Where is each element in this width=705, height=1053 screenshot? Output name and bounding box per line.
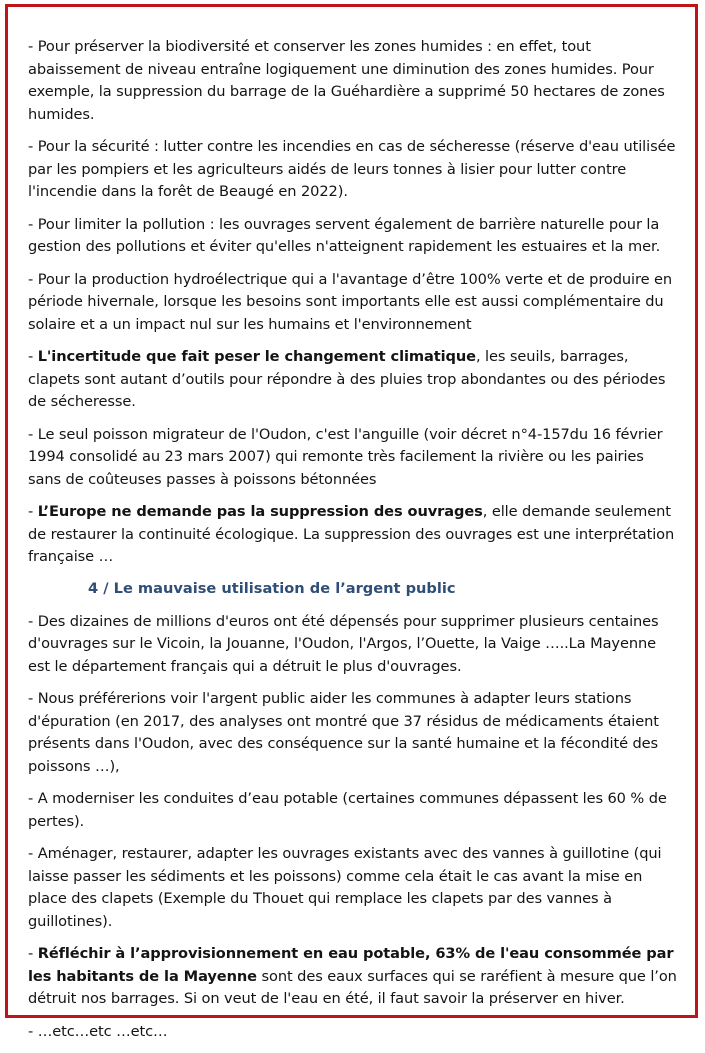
paragraph-climat-prefix: - (28, 348, 38, 365)
section-heading: 4 / Le mauvaise utilisation de l’argent public (88, 579, 456, 597)
paragraph-europe-prefix: - (28, 503, 38, 520)
paragraph-approvisionnement-bold: Réfléchir à l’approvisionnement en eau potable, 63% de l'eau consommée par les habitants de la Mayenne (28, 945, 674, 985)
paragraph-europe-rest: , elle demande seulement de restaurer la continuité écologique. La suppression des ouvrages est une interprétation française … (28, 503, 675, 565)
paragraph-approvisionnement-rest: sont des eaux surfaces qui se raréfient à mesure que l’on détruit nos barrages. Si on veut de l'eau en été, il faut savoir la préserver en hiver. (28, 967, 677, 1007)
paragraph-europe (28, 501, 680, 569)
paragraph-anguille: - Le seul poisson migrateur de l'Oudon, c'est l'anguille (voir décret n°4-157du 16 février 1994 consolidé au 23 mars 2007) qui remonte très facilement la rivière ou les pairies sans de coûteuses passes à poissons bétonnées (28, 425, 663, 488)
paragraph-amenager: - Aménager, restaurer, adapter les ouvrages existants avec des vannes à guillotine (qui laisse passer les sédiments et les poissons) comme cela était le cas avant la mise en place des clapets (Exemple du Thouet qui remplace les clapets par des vannes à guillotines). (28, 845, 662, 930)
paragraph-climat-bold: L'incertitude que fait peser le changement climatique (37, 348, 476, 365)
paragraph-hydroelectrique: - Pour la production hydroélectrique qui a l'avantage d’être 100% verte et de produire en période hivernale, lorsque les besoins sont importants elle est aussi complémentaire du solaire et a un impact nul sur les humains et l'environnement (28, 270, 673, 333)
document-body (28, 36, 680, 1053)
paragraph-europe-bold: L’Europe ne demande pas la suppression des ouvrages (37, 503, 483, 520)
paragraph-approvisionnement-prefix: - (28, 945, 38, 962)
paragraph-approvisionnement (28, 943, 680, 1011)
paragraph-epuration: - Nous préférerions voir l'argent public aider les communes à adapter leurs stations d'épuration (en 2017, des analyses ont montré que 37 résidus de médicaments étaient présents dans l'Oudon, avec des conséquence sur la santé humaine et la fécondité des poissons …), (28, 690, 659, 775)
paragraph-securite: - Pour la sécurité : lutter contre les incendies en cas de sécheresse (réserve d'eau utilisée par les pompiers et les agriculteurs aidés de leurs tonnes à lisier pour lutter contre l'incendie dans la forêt de Beaugé en 2022). (28, 138, 676, 200)
paragraph-climat (28, 346, 680, 414)
paragraph-conduites: - A moderniser les conduites d’eau potable (certaines communes dépassent les 60 % de pertes). (28, 790, 667, 830)
paragraph-etc: - …etc…etc …etc… (28, 1022, 168, 1040)
paragraph-biodiversite: - Pour préserver la biodiversité et conserver les zones humides : en effet, tout abaissement de niveau entraîne logiquement une diminution des zones humides. Pour exemple, la suppression du barrage de la Guéhardière a supprimé 50 hectares de zones humides. (28, 38, 665, 123)
paragraph-climat-rest: , les seuils, barrages, clapets sont autant d’outils pour répondre à des pluies trop abondantes ou des périodes de sécheresse. (28, 348, 666, 410)
paragraph-millions: - Des dizaines de millions d'euros ont été dépensés pour supprimer plusieurs centaines d'ouvrages sur le Vicoin, la Jouanne, l'Oudon, l'Argos, l’Ouette, la Vaige …..La Mayenne est le département français qui a détruit le plus d'ouvrages. (28, 612, 659, 675)
paragraph-pollution: - Pour limiter la pollution : les ouvrages servent également de barrière naturelle pour la gestion des pollutions et éviter qu'elles n'atteignent rapidement les estuaires et la mer. (28, 215, 661, 255)
